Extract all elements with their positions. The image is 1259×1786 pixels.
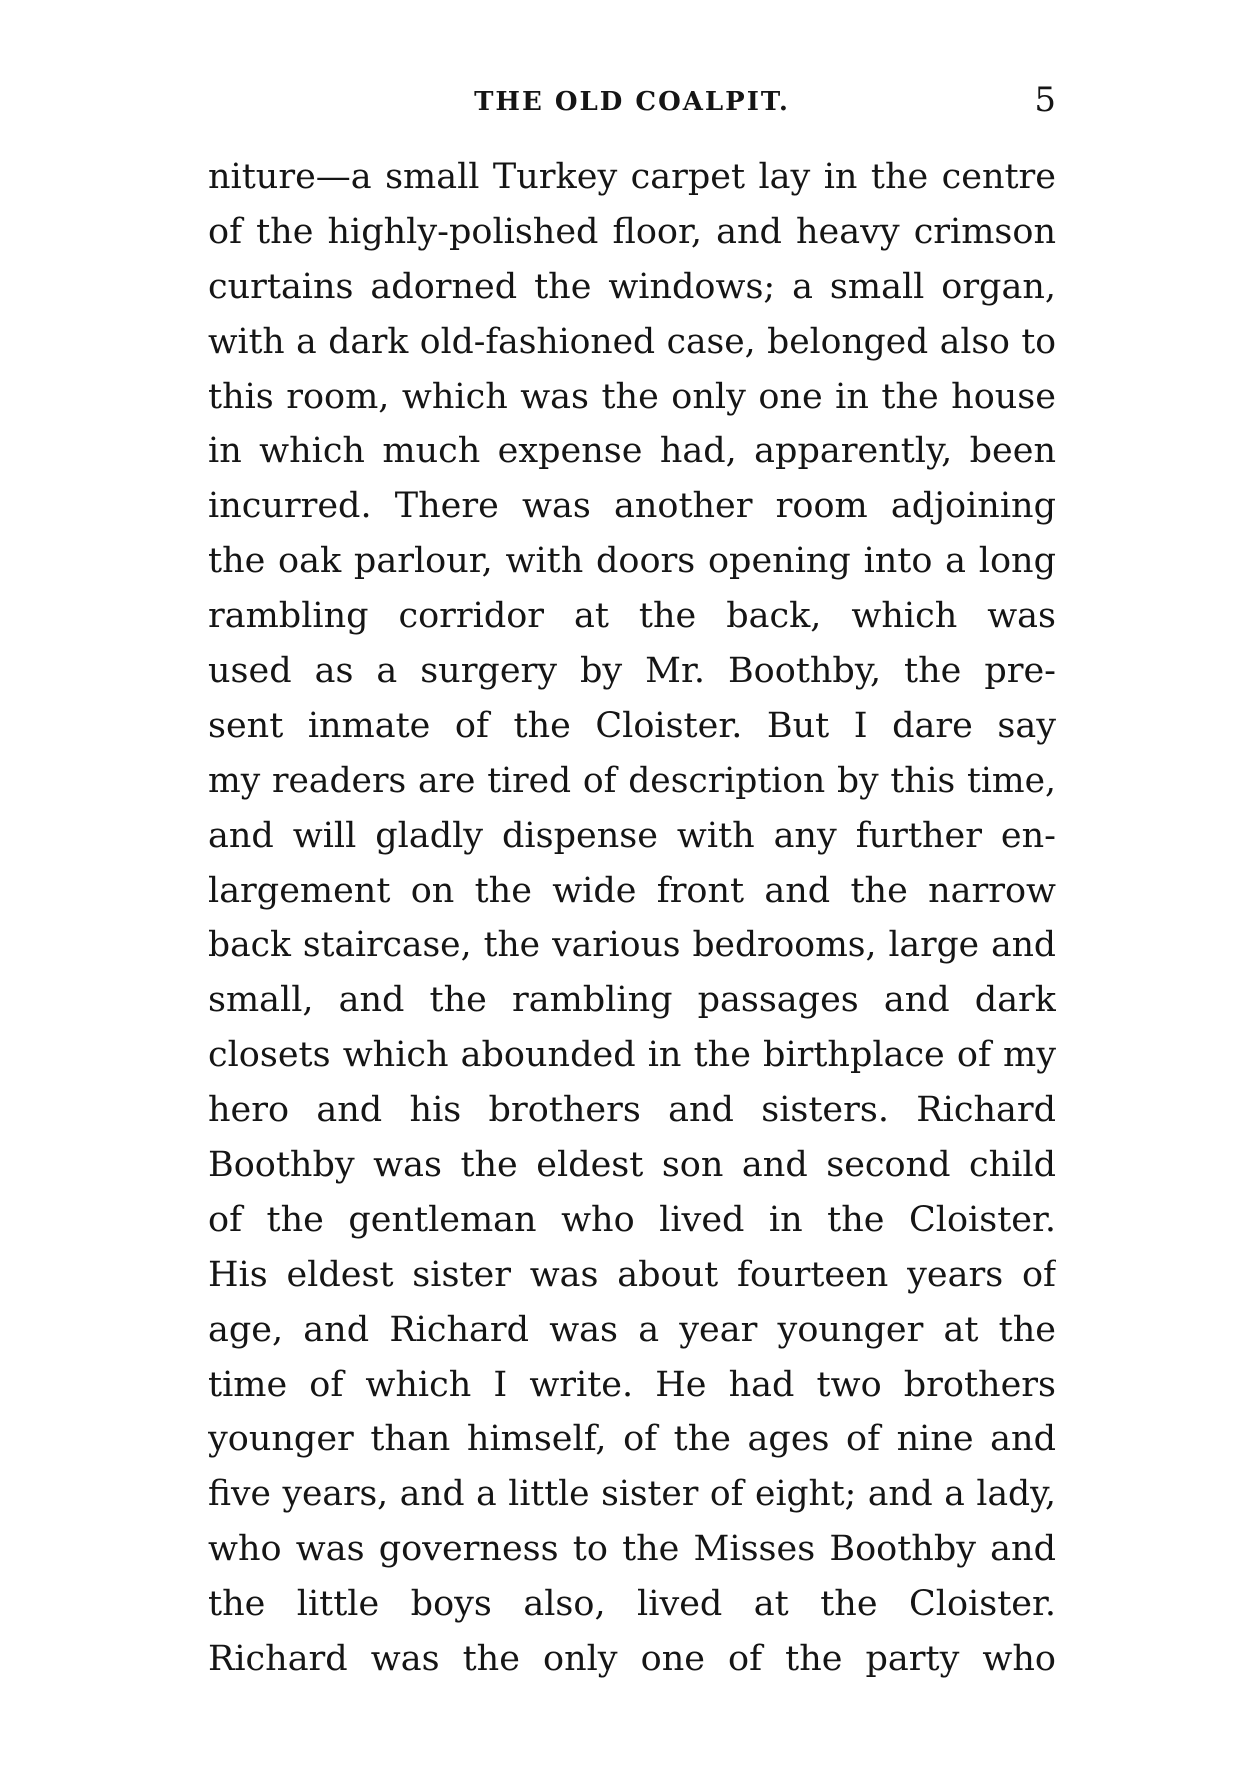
body-text bbox=[208, 150, 1056, 1687]
text-line: this room, which was the only one in the house bbox=[208, 376, 1056, 417]
text-line: rambling corridor at the back, which was bbox=[208, 596, 1056, 637]
text-line: Boothby was the eldest son and second child bbox=[208, 1145, 1056, 1186]
text-line: the little boys also, lived at the Cloister. bbox=[208, 1584, 1056, 1625]
text-line: niture—a small Turkey carpet lay in the centre bbox=[208, 157, 1056, 197]
text-line: His eldest sister was about fourteen years of bbox=[208, 1254, 1056, 1295]
page-number: 5 bbox=[1034, 80, 1056, 120]
text-line: hero and his brothers and sisters. Richard bbox=[208, 1090, 1056, 1131]
running-head-title: THE OLD COALPIT. bbox=[474, 87, 790, 117]
text-line: Richard was the only one of the party who bbox=[208, 1639, 1056, 1680]
running-head bbox=[208, 78, 1056, 126]
text-line: age, and Richard was a year younger at the bbox=[208, 1309, 1056, 1350]
text-line: and will gladly dispense with any further en- bbox=[208, 815, 1056, 856]
text-line: my readers are tired of description by this time, bbox=[208, 760, 1056, 801]
text-line: the oak parlour, with doors opening into a long bbox=[208, 541, 1056, 582]
text-line: largement on the wide front and the narrow bbox=[208, 870, 1056, 911]
text-line: used as a surgery by Mr. Boothby, the pre- bbox=[208, 651, 1056, 692]
text-line: younger than himself, of the ages of nine and bbox=[208, 1419, 1056, 1460]
text-line: time of which I write. He had two brothers bbox=[208, 1364, 1056, 1405]
text-line: small, and the rambling passages and dark bbox=[208, 980, 1056, 1021]
text-line: closets which abounded in the birthplace of my bbox=[208, 1035, 1056, 1076]
text-line: who was governess to the Misses Boothby and bbox=[208, 1529, 1056, 1570]
text-line: in which much expense had, apparently, been bbox=[208, 431, 1056, 472]
text-line: curtains adorned the windows; a small organ, bbox=[208, 266, 1056, 307]
text-line: five years, and a little sister of eight; and a lady, bbox=[208, 1474, 1056, 1515]
text-line: with a dark old-fashioned case, belonged also to bbox=[208, 321, 1056, 362]
text-line: of the gentleman who lived in the Cloister. bbox=[208, 1199, 1056, 1240]
text-line: sent inmate of the Cloister. But I dare say bbox=[208, 705, 1056, 746]
text-line: incurred. There was another room adjoining bbox=[208, 486, 1056, 527]
text-line: of the highly-polished floor, and heavy crimson bbox=[208, 211, 1056, 252]
text-line: back staircase, the various bedrooms, large and bbox=[208, 925, 1056, 966]
